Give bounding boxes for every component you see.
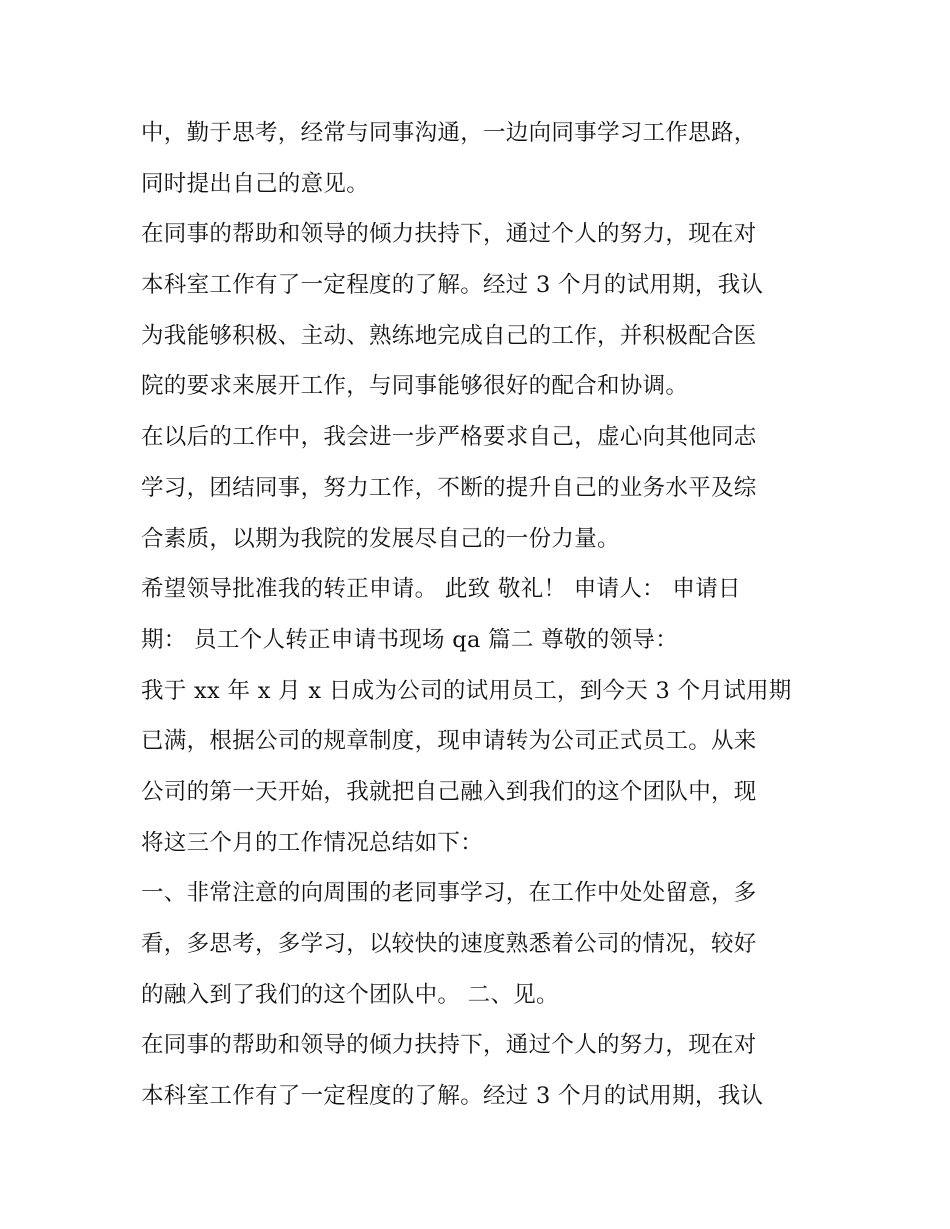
text-line: 院的要求来展开工作，与同事能够很好的配合和协调。: [141, 373, 689, 400]
text-line: 为我能够积极、主动、熟练地完成自己的工作，并积极配合医: [141, 322, 757, 349]
text-line: 中，勤于思考，经常与同事沟通，一边向同事学习工作思路，: [141, 120, 757, 146]
text-line: 在同事的帮助和领导的倾力扶持下，通过个人的努力，现在对: [141, 1032, 757, 1059]
text-line: 学习，团结同事，努力工作，不断的提升自己的业务水平及综: [141, 474, 757, 501]
text-line: 合素质，以期为我院的发展尽自己的一份力量。: [141, 525, 620, 552]
text-line: 我于 xx 年 x 月 x 日成为公司的试用员工，到今天 3 个月试用期: [141, 677, 792, 704]
text-line: 的融入到了我们的这个团队中。 二、见。: [141, 981, 559, 1008]
text-line: 在同事的帮助和领导的倾力扶持下，通过个人的努力，现在对: [141, 221, 757, 248]
text-line: 希望领导批准我的转正申请。 此致 敬礼！ 申请人： 申请日: [141, 576, 741, 603]
text-line: 一、非常注意的向周围的老同事学习，在工作中处处留意，多: [141, 880, 757, 907]
text-line: 看，多思考，多学习，以较快的速度熟悉着公司的情况，较好: [141, 931, 757, 957]
text-line: 同时提出自己的意见。: [141, 170, 370, 197]
text-line: 将这三个月的工作情况总结如下：: [141, 829, 484, 856]
text-line: 在以后的工作中，我会进一步严格要求自己，虚心向其他同志: [141, 424, 757, 451]
document-body: [141, 108, 821, 1122]
text-line: 期： 员工个人转正申请书现场 qa 篇二 尊敬的领导：: [141, 626, 679, 653]
text-line: 本科室工作有了一定程度的了解。经过 3 个月的试用期，我认: [141, 272, 764, 299]
text-line: 已满，根据公司的规章制度，现申请转为公司正式员工。从来: [141, 728, 757, 755]
text-line: 公司的第一天开始，我就把自己融入到我们的这个团队中，现: [141, 778, 757, 805]
text-line: 本科室工作有了一定程度的了解。经过 3 个月的试用期，我认: [141, 1083, 764, 1110]
